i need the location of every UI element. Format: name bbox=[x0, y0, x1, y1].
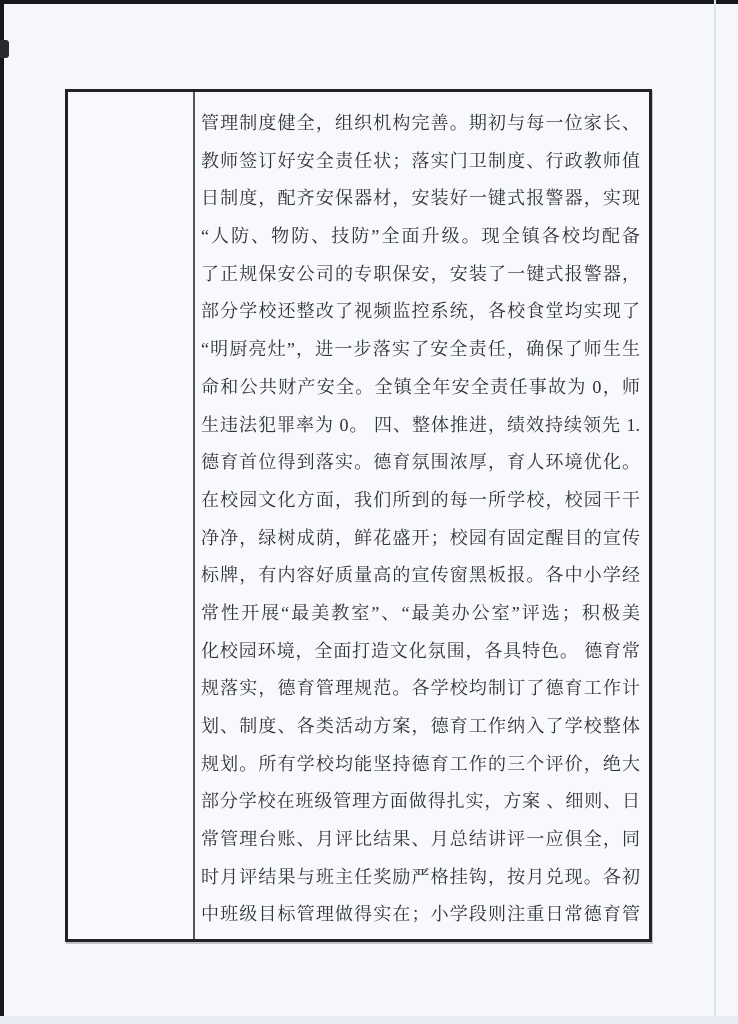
text-line: 命和公共财产安全。全镇全年安全责任事故为 0，师 bbox=[201, 376, 640, 397]
report-table bbox=[65, 89, 652, 942]
scan-bottom-shade bbox=[0, 1016, 738, 1024]
table-content-cell bbox=[195, 92, 649, 939]
text-line: 日制度，配齐安保器材，安装好一键式报警器，实现 bbox=[201, 188, 640, 209]
text-line: 德育首位得到落实。德育氛围浓厚，育人环境优化。 bbox=[201, 452, 640, 473]
text-line: 管理制度健全，组织机构完善。期初与每一位家长、 bbox=[201, 113, 640, 133]
scan-edge-left bbox=[0, 0, 4, 1024]
text-line: 部分学校在班级管理方面做得扎实，方案 、细则、日 bbox=[201, 791, 640, 812]
text-line: 规落实，德育管理规范。各学校均制订了德育工作计 bbox=[201, 678, 640, 699]
page-fold-line bbox=[714, 0, 716, 1024]
scan-artifact bbox=[0, 40, 9, 58]
text-line: 常性开展“最美教室”、“最美办公室”评选；积极美 bbox=[201, 602, 640, 623]
scan-edge-top bbox=[0, 0, 738, 4]
text-line: 了正规保安公司的专职保安，安装了一键式报警器， bbox=[201, 263, 640, 284]
text-line: 化校园环境，全面打造文化氛围，各具特色。 德育常 bbox=[201, 640, 640, 661]
text-line: 时月评结果与班主任奖励严格挂钩，按月兑现。各初 bbox=[201, 866, 640, 887]
text-line: 划、制度、各类活动方案，德育工作纳入了学校整体 bbox=[201, 716, 640, 736]
text-line: 标牌，有内容好质量高的宣传窗黑板报。各中小学经 bbox=[201, 565, 640, 586]
text-line: 净净，绿树成荫，鲜花盛开；校园有固定醒目的宣传 bbox=[201, 527, 640, 548]
text-line: 在校园文化方面，我们所到的每一所学校，校园干干 bbox=[201, 489, 640, 510]
text-line: 中班级目标管理做得实在；小学段则注重日常德育管 bbox=[201, 904, 640, 925]
text-line: “人防、物防、技防”全面升级。现全镇各校均配备 bbox=[201, 226, 640, 247]
text-line: “明厨亮灶”，进一步落实了安全责任，确保了师生生 bbox=[201, 339, 640, 360]
text-line: 部分学校还整改了视频监控系统，各校食堂均实现了 bbox=[201, 301, 640, 322]
table-empty-label-cell bbox=[68, 92, 195, 939]
text-line: 教师签订好安全责任状；落实门卫制度、行政教师值 bbox=[201, 150, 640, 171]
text-line: 规划。所有学校均能坚持德育工作的三个评价，绝大 bbox=[201, 753, 640, 774]
text-line: 常管理台账、月评比结果、月总结讲评一应俱全，同 bbox=[201, 829, 640, 850]
text-line: 生违法犯罪率为 0。 四、整体推进，绩效持续领先 1. bbox=[201, 414, 640, 435]
